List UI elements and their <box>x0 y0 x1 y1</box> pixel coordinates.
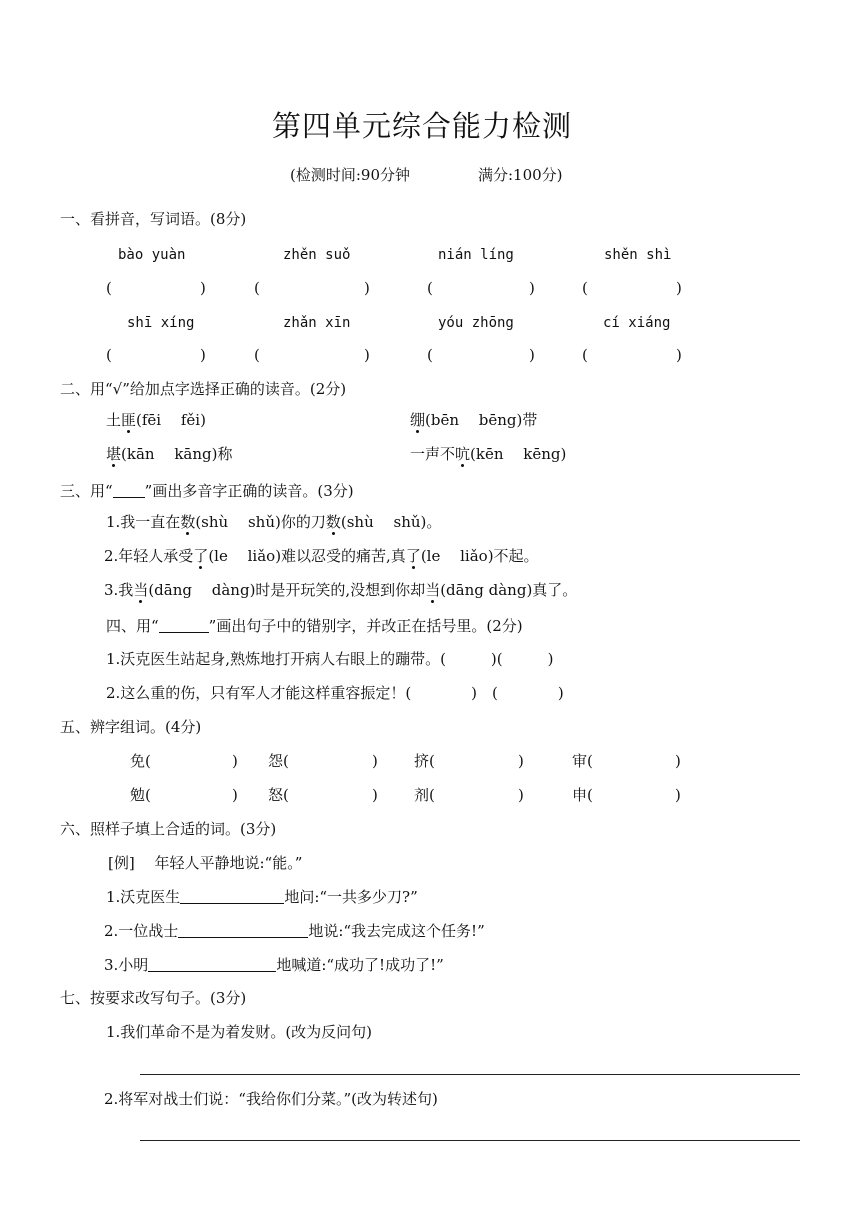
polyphone-item-2[interactable]: 2.年轻人承受了(le liǎo)难以忍受的痛苦,真了(le liǎo)不起。 <box>104 547 539 565</box>
pinyin-2: zhěn suǒ <box>283 247 351 263</box>
char-cell[interactable]: 免( <box>130 752 151 770</box>
pinyin-3: nián líng <box>438 247 514 263</box>
rewrite-item-2: 2.将军对战士们说：“我给你们分菜。”(改为转述句) <box>104 1090 438 1108</box>
answer-blank[interactable]: ( <box>254 279 260 297</box>
section-4-heading: 四、用“ ”画出句子中的错别字，并改正在括号里。(2分) <box>106 617 523 635</box>
fill-blank[interactable] <box>180 889 284 904</box>
answer-blank[interactable]: ( <box>582 346 588 364</box>
answer-line[interactable] <box>140 1074 800 1075</box>
answer-line[interactable] <box>140 1140 800 1141</box>
fill-blank[interactable] <box>178 923 308 938</box>
fill-item-2: 2.一位战士 地说:“我去完成这个任务!” <box>104 922 485 940</box>
section-3-heading: 三、用“ ”画出多音字正确的读音。(3分) <box>60 482 354 500</box>
char-cell[interactable]: 挤( <box>414 752 435 770</box>
fill-item-3: 3.小明 地喊道:“成功了!成功了!” <box>104 956 444 974</box>
fill-item-1: 1.沃克医生 地问:“一共多少刀?” <box>106 888 418 906</box>
polyphone-item-3[interactable]: 3.我当(dāng dàng)时是开玩笑的,没想到你却当(dāng dàng)真了。 <box>104 581 578 599</box>
pinyin-7: yóu zhōng <box>438 315 514 331</box>
polyphone-item-1[interactable]: 1.我一直在数(shù shǔ)你的刀数(shù shǔ)。 <box>106 513 442 531</box>
reading-item-4[interactable]: 一声不吭(kēn kēng) <box>410 445 567 463</box>
reading-item-2[interactable]: 绷(bēn bēng)带 <box>410 411 538 429</box>
answer-blank[interactable]: ( <box>106 279 112 297</box>
reading-item-1[interactable]: 土匪(fēi fěi) <box>106 411 206 429</box>
char-cell[interactable]: 审( <box>572 752 593 770</box>
pinyin-4: shěn shì <box>604 247 672 263</box>
page-title: 第四单元综合能力检测 <box>272 109 573 143</box>
char-cell[interactable]: 申( <box>572 786 593 804</box>
example-line: [例] 年轻人平静地说:“能。” <box>108 854 303 872</box>
char-cell[interactable]: 怒( <box>268 786 289 804</box>
answer-blank[interactable]: ( <box>582 279 588 297</box>
typo-item-1[interactable]: 1.沃克医生站起身,熟炼地打开病人右眼上的蹦带。( )( ) <box>106 650 554 668</box>
typo-item-2[interactable]: 2.这么重的伤，只有军人才能这样重容振定！( ) ( ) <box>106 684 564 702</box>
full-score: 满分:100分) <box>478 166 563 184</box>
section-2-heading: 二、用“√”给加点字选择正确的读音。(2分) <box>60 380 347 398</box>
section-7-heading: 七、按要求改写句子。(3分) <box>60 989 247 1007</box>
worksheet-page: 第四单元综合能力检测 (检测时间:90分钟 满分:100分) 一、看拼音，写词语。(8分) bào yuàn zhěn suǒ nián líng shěn shì ( ) ( ) ( ) ( ) shī xíng zhǎn xīn yóu zhōng cí xiáng ( ) ( ) ( ) ( ) 二、用“√”给加点字选择正确的读音。(2分) 土匪(fēi fěi) 绷(bēn bēng)带 堪(kān kāng)称 一声不吭(kēn kēng) 三、用“ ”画出多音字正确的读音。(3分) 1.我一直在数(shù shǔ)你的刀数(shù shǔ)。 2.年轻人承受了(le liǎo)难以忍受的痛苦,真了(le liǎo)不起。 3.我当(dāng dàng)时是开玩笑的,没想到你却当(dāng dàng)真了。 四、用“ ”画出句子中的错别字，并改正在括号里。(2分) 1.沃克医生站起身,熟炼地打开病人右眼上的蹦带。( )( ) 2.这么重的伤，只有军人才能这样重容振定！( ) ( ) 五、辨字组词。(4分) 免( ) 怨( ) 挤( ) 审( ) 勉( ) 怒( ) 剂( ) 申( ) 六、照样子填上合适的词。(3分) [例] 年轻人平静地说:“能。” 1.沃克医生 地问:“一共多少刀?” 2.一位战士 地说:“我去完成这个任务!” 3.小明 地喊道:“成功了!成功了!” 七、按要求改写句子。(3分) 1.我们革命不是为着发财。(改为反问句) 2.将军对战士们说：“我给你们分菜。”(改为转述句) <box>0 0 860 1216</box>
underline-sample <box>113 483 145 498</box>
rewrite-item-1: 1.我们革命不是为着发财。(改为反问句) <box>106 1023 373 1041</box>
answer-blank[interactable]: ( <box>427 346 433 364</box>
pinyin-6: zhǎn xīn <box>283 315 351 331</box>
reading-item-3[interactable]: 堪(kān kāng)称 <box>106 445 233 463</box>
section-6-heading: 六、照样子填上合适的词。(3分) <box>60 820 277 838</box>
pinyin-8: cí xiáng <box>603 315 671 331</box>
exam-time: (检测时间:90分钟 <box>290 166 410 184</box>
fill-blank[interactable] <box>148 957 276 972</box>
char-cell[interactable]: 勉( <box>130 786 151 804</box>
answer-blank[interactable]: ( <box>106 346 112 364</box>
pinyin-1: bào yuàn <box>118 247 186 263</box>
section-5-heading: 五、辨字组词。(4分) <box>60 718 202 736</box>
answer-blank[interactable]: ( <box>427 279 433 297</box>
char-cell[interactable]: 剂( <box>414 786 435 804</box>
underline-sample <box>159 618 209 633</box>
section-1-heading: 一、看拼音，写词语。(8分) <box>60 210 247 228</box>
pinyin-5: shī xíng <box>127 315 195 331</box>
answer-blank[interactable]: ( <box>254 346 260 364</box>
char-cell[interactable]: 怨( <box>268 752 289 770</box>
